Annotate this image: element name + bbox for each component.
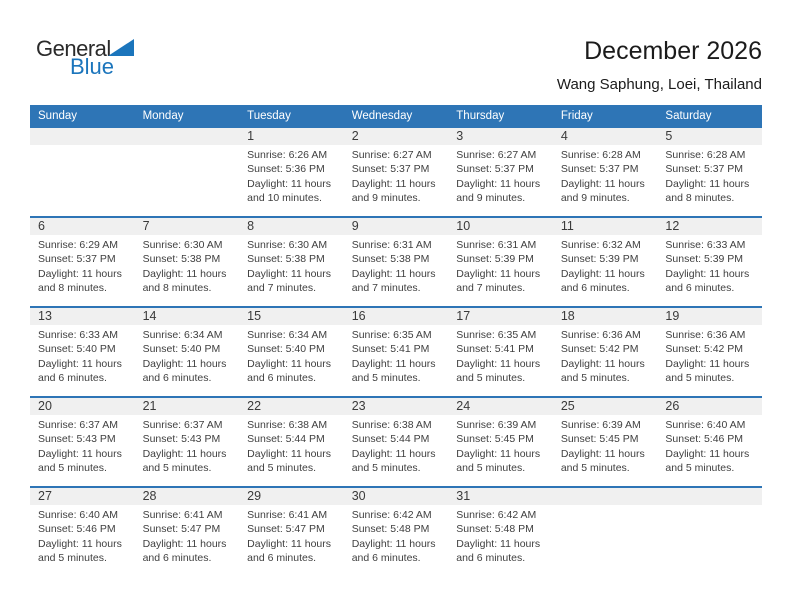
day-cell [135, 398, 240, 486]
day-cell [657, 218, 762, 306]
day-number [30, 128, 135, 145]
day-number: 31 [448, 488, 553, 505]
sunset-text: Sunset: 5:37 PM [456, 163, 534, 176]
daylight-text: Daylight: 11 hours and 5 minutes. [38, 447, 122, 475]
day-cell [553, 128, 658, 216]
daylight-text: Daylight: 11 hours and 6 minutes. [560, 267, 645, 295]
daylight-text: Daylight: 11 hours and 9 minutes. [456, 177, 541, 205]
day-number: 15 [239, 308, 344, 325]
day-cell [239, 398, 344, 486]
page-subtitle: Wang Saphung, Loei, Thailand [556, 75, 762, 93]
sunset-text: Sunset: 5:37 PM [351, 163, 430, 176]
sunrise-text: Sunrise: 6:30 AM [247, 239, 328, 251]
daylight-text: Daylight: 11 hours and 5 minutes. [665, 357, 750, 385]
daylight-text: Daylight: 11 hours and 6 minutes. [665, 267, 750, 295]
day-number: 4 [553, 128, 658, 145]
day-number: 7 [135, 218, 240, 235]
daylight-text: Daylight: 11 hours and 7 minutes. [456, 267, 541, 295]
day-cell [553, 398, 658, 486]
calendar-table [30, 105, 762, 576]
day-cell [448, 218, 553, 306]
sunset-text: Sunset: 5:48 PM [351, 523, 430, 536]
day-cell-empty [135, 128, 240, 216]
day-number: 19 [657, 308, 762, 325]
day-cell [239, 308, 344, 396]
sunrise-text: Sunrise: 6:29 AM [38, 239, 118, 251]
day-number: 29 [239, 488, 344, 505]
day-number: 20 [30, 398, 135, 415]
week-row [30, 216, 762, 306]
day-cell-empty [30, 128, 135, 216]
sunrise-text: Sunrise: 6:41 AM [247, 509, 328, 521]
sunset-text: Sunset: 5:48 PM [456, 523, 534, 536]
daylight-text: Daylight: 11 hours and 5 minutes. [665, 447, 750, 475]
weekday-label: Sunday [38, 109, 78, 122]
sunset-text: Sunset: 5:40 PM [38, 343, 116, 356]
daylight-text: Daylight: 11 hours and 5 minutes. [560, 357, 645, 385]
sunrise-text: Sunrise: 6:40 AM [38, 509, 118, 521]
sunrise-text: Sunrise: 6:42 AM [456, 509, 537, 521]
sunrise-text: Sunrise: 6:27 AM [456, 149, 537, 161]
sunset-text: Sunset: 5:45 PM [560, 433, 639, 446]
sunrise-text: Sunrise: 6:33 AM [38, 329, 118, 341]
sunrise-text: Sunrise: 6:40 AM [665, 419, 746, 431]
day-cell [448, 398, 553, 486]
sunrise-text: Sunrise: 6:26 AM [247, 149, 328, 161]
day-number: 22 [239, 398, 344, 415]
sunset-text: Sunset: 5:38 PM [351, 253, 430, 266]
day-cell [448, 488, 553, 576]
sunset-text: Sunset: 5:41 PM [351, 343, 430, 356]
daylight-text: Daylight: 11 hours and 5 minutes. [38, 537, 122, 565]
sunrise-text: Sunrise: 6:36 AM [665, 329, 746, 341]
weekday-label: Friday [560, 109, 593, 122]
sunset-text: Sunset: 5:43 PM [142, 433, 221, 446]
sunset-text: Sunset: 5:38 PM [142, 253, 221, 266]
sunset-text: Sunset: 5:40 PM [142, 343, 221, 356]
day-number: 21 [135, 398, 240, 415]
general-blue-logo [36, 38, 134, 78]
sunset-text: Sunset: 5:39 PM [560, 253, 639, 266]
sunset-text: Sunset: 5:37 PM [665, 163, 744, 176]
weekday-label: Tuesday [247, 109, 291, 122]
day-number: 25 [553, 398, 658, 415]
day-cell [30, 218, 135, 306]
day-cell [30, 398, 135, 486]
sunrise-text: Sunrise: 6:35 AM [456, 329, 537, 341]
calendar-weeks [30, 126, 762, 576]
day-number [657, 488, 762, 505]
day-cell [239, 488, 344, 576]
page-title: December 2026 [584, 37, 762, 65]
day-cell [553, 308, 658, 396]
sunrise-text: Sunrise: 6:39 AM [560, 419, 641, 431]
sunrise-text: Sunrise: 6:39 AM [456, 419, 537, 431]
day-cell-empty [553, 488, 658, 576]
daylight-text: Daylight: 11 hours and 6 minutes. [247, 357, 331, 385]
sunset-text: Sunset: 5:46 PM [665, 433, 744, 446]
sunrise-text: Sunrise: 6:37 AM [142, 419, 223, 431]
sunrise-text: Sunrise: 6:42 AM [351, 509, 432, 521]
sunrise-text: Sunrise: 6:30 AM [142, 239, 223, 251]
sunrise-text: Sunrise: 6:34 AM [142, 329, 223, 341]
sunrise-text: Sunrise: 6:38 AM [247, 419, 328, 431]
day-cell [344, 308, 449, 396]
daylight-text: Daylight: 11 hours and 5 minutes. [247, 447, 331, 475]
day-cell-empty [657, 488, 762, 576]
sunset-text: Sunset: 5:46 PM [38, 523, 116, 536]
sunset-text: Sunset: 5:43 PM [38, 433, 116, 446]
sunrise-text: Sunrise: 6:38 AM [351, 419, 432, 431]
day-cell [239, 218, 344, 306]
sunset-text: Sunset: 5:39 PM [456, 253, 534, 266]
sunset-text: Sunset: 5:40 PM [247, 343, 325, 356]
day-cell [239, 128, 344, 216]
daylight-text: Daylight: 11 hours and 6 minutes. [142, 537, 227, 565]
day-number: 18 [553, 308, 658, 325]
day-number: 14 [135, 308, 240, 325]
day-cell [657, 128, 762, 216]
daylight-text: Daylight: 11 hours and 5 minutes. [142, 447, 227, 475]
day-number: 8 [239, 218, 344, 235]
daylight-text: Daylight: 11 hours and 7 minutes. [351, 267, 436, 295]
sunset-text: Sunset: 5:41 PM [456, 343, 534, 356]
day-number: 12 [657, 218, 762, 235]
sunrise-text: Sunrise: 6:32 AM [560, 239, 641, 251]
day-cell [344, 128, 449, 216]
day-number: 13 [30, 308, 135, 325]
daylight-text: Daylight: 11 hours and 7 minutes. [247, 267, 331, 295]
daylight-text: Daylight: 11 hours and 10 minutes. [247, 177, 331, 205]
daylight-text: Daylight: 11 hours and 6 minutes. [351, 537, 436, 565]
logo-text-general: General [36, 36, 111, 61]
day-cell [657, 398, 762, 486]
daylight-text: Daylight: 11 hours and 6 minutes. [38, 357, 122, 385]
daylight-text: Daylight: 11 hours and 6 minutes. [142, 357, 227, 385]
week-row [30, 126, 762, 216]
day-cell [657, 308, 762, 396]
day-number: 9 [344, 218, 449, 235]
day-cell [30, 308, 135, 396]
day-number: 6 [30, 218, 135, 235]
sunrise-text: Sunrise: 6:28 AM [665, 149, 746, 161]
weekday-label: Thursday [456, 109, 505, 122]
day-number: 30 [344, 488, 449, 505]
sunrise-text: Sunrise: 6:37 AM [38, 419, 118, 431]
day-cell [553, 218, 658, 306]
sunrise-text: Sunrise: 6:27 AM [351, 149, 432, 161]
sunrise-text: Sunrise: 6:34 AM [247, 329, 328, 341]
logo-text-blue: Blue [70, 54, 115, 79]
day-cell [135, 218, 240, 306]
weekday-label: Wednesday [351, 109, 413, 122]
sunrise-text: Sunrise: 6:36 AM [560, 329, 641, 341]
sunset-text: Sunset: 5:44 PM [247, 433, 325, 446]
day-cell [30, 488, 135, 576]
sunrise-text: Sunrise: 6:41 AM [142, 509, 223, 521]
day-number: 10 [448, 218, 553, 235]
day-number: 2 [344, 128, 449, 145]
day-number: 27 [30, 488, 135, 505]
sunrise-text: Sunrise: 6:31 AM [456, 239, 537, 251]
day-number: 11 [553, 218, 658, 235]
day-number: 5 [657, 128, 762, 145]
day-number: 23 [344, 398, 449, 415]
day-cell [448, 128, 553, 216]
week-row [30, 306, 762, 396]
day-cell [344, 218, 449, 306]
daylight-text: Daylight: 11 hours and 5 minutes. [456, 447, 541, 475]
sunset-text: Sunset: 5:37 PM [38, 253, 116, 266]
sunrise-text: Sunrise: 6:31 AM [351, 239, 432, 251]
day-number: 16 [344, 308, 449, 325]
day-number: 3 [448, 128, 553, 145]
day-cell [448, 308, 553, 396]
daylight-text: Daylight: 11 hours and 8 minutes. [38, 267, 122, 295]
day-cell [344, 398, 449, 486]
day-cell [135, 308, 240, 396]
day-number [135, 128, 240, 145]
sunset-text: Sunset: 5:37 PM [560, 163, 639, 176]
sunset-text: Sunset: 5:39 PM [665, 253, 744, 266]
daylight-text: Daylight: 11 hours and 9 minutes. [351, 177, 436, 205]
sunset-text: Sunset: 5:36 PM [247, 163, 325, 176]
day-number: 1 [239, 128, 344, 145]
weekday-label: Saturday [665, 109, 712, 122]
daylight-text: Daylight: 11 hours and 5 minutes. [456, 357, 541, 385]
daylight-text: Daylight: 11 hours and 5 minutes. [560, 447, 645, 475]
day-number: 28 [135, 488, 240, 505]
day-number: 17 [448, 308, 553, 325]
daylight-text: Daylight: 11 hours and 8 minutes. [665, 177, 750, 205]
daylight-text: Daylight: 11 hours and 5 minutes. [351, 357, 436, 385]
day-cell [135, 488, 240, 576]
daylight-text: Daylight: 11 hours and 8 minutes. [142, 267, 227, 295]
daylight-text: Daylight: 11 hours and 6 minutes. [247, 537, 331, 565]
sunset-text: Sunset: 5:47 PM [142, 523, 221, 536]
daylight-text: Daylight: 11 hours and 5 minutes. [351, 447, 436, 475]
day-cell [344, 488, 449, 576]
sunset-text: Sunset: 5:44 PM [351, 433, 430, 446]
day-number [553, 488, 658, 505]
day-number: 26 [657, 398, 762, 415]
daylight-text: Daylight: 11 hours and 6 minutes. [456, 537, 541, 565]
sunset-text: Sunset: 5:47 PM [247, 523, 325, 536]
week-row [30, 396, 762, 486]
weekday-label: Monday [142, 109, 184, 122]
sunset-text: Sunset: 5:42 PM [665, 343, 744, 356]
sunset-text: Sunset: 5:38 PM [247, 253, 325, 266]
title-block [557, 38, 762, 93]
sunrise-text: Sunrise: 6:33 AM [665, 239, 746, 251]
sunrise-text: Sunrise: 6:35 AM [351, 329, 432, 341]
daylight-text: Daylight: 11 hours and 9 minutes. [560, 177, 645, 205]
sunset-text: Sunset: 5:45 PM [456, 433, 534, 446]
sunset-text: Sunset: 5:42 PM [560, 343, 639, 356]
week-row [30, 486, 762, 576]
weekday-header-row [30, 105, 762, 126]
sunrise-text: Sunrise: 6:28 AM [560, 149, 641, 161]
day-number: 24 [448, 398, 553, 415]
